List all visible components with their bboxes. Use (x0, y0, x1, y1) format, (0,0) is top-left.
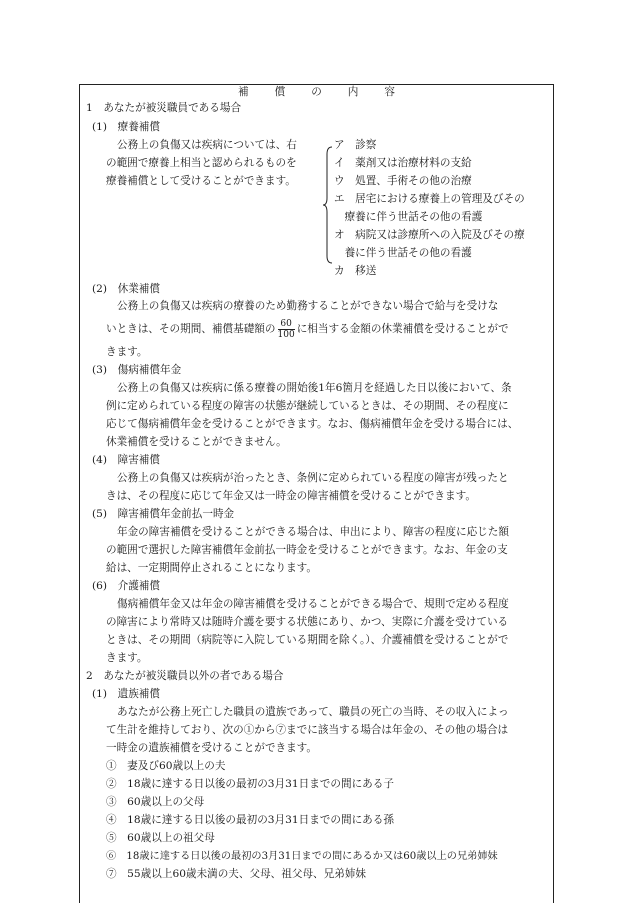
item-1-2-text: 公務上の負傷又は疾病の療養のため勤務することができない場合で給与を受けな (117, 300, 499, 312)
item-1-6-text: ときは、その期間（病院等に入院している期間を除く。）、介護補償を受けることがで (106, 634, 509, 646)
list-item: カ 移送 (334, 265, 377, 277)
item-1-6-text: の障害により常時又は随時介護を要する状態にあり、かつ、実際に介護を受けている (106, 616, 509, 628)
item-1-5-heading: (5) 障害補償年金前払一時金 (92, 508, 235, 520)
item-1-3-text: 応じて傷病補償年金を受けることができます。なお、傷病補償年金を受ける場合には、 (106, 418, 519, 430)
item-2-1-text: て生計を維持しており、次の①から⑦までに該当する場合は年金の、その他の場合は (106, 724, 509, 736)
item-1-3-text: 公務上の負傷又は疾病に係る療養の開始後1年6箇月を経過した日以後において、条 (117, 382, 512, 394)
item-1-6-text: 傷病補償年金又は年金の障害補償を受けることができる場合で、規則で定める程度 (117, 598, 509, 610)
list-item: ③ 60歳以上の父母 (106, 796, 205, 808)
item-1-2-heading: (2) 休業補償 (92, 283, 160, 295)
item-1-3-heading: (3) 傷病補償年金 (92, 364, 182, 376)
section-1-heading: 1 あなたが被災職員である場合 (86, 102, 242, 114)
list-item: ア 診察 (334, 139, 377, 151)
list-item: ⑥ 18歳に達する日以後の最初の3月31日までの間にあるか又は60歳以上の兄弟姉妹 (106, 851, 498, 862)
item-1-3-text: 休業補償を受けることができません。 (106, 436, 287, 448)
list-item: 療養に伴う世話その他の看護 (334, 211, 483, 223)
item-1-4-text: きは、その程度に応じて年金又は一時金の障害補償を受けることができます。 (106, 490, 476, 502)
item-1-1-intro: の範囲で療養上相当と認められるものを (106, 157, 297, 169)
section-2-heading: 2 あなたが被災職員以外の者である場合 (86, 670, 284, 682)
page-title: 補償の内容 (238, 86, 421, 98)
item-1-6-text: きます。 (106, 652, 148, 664)
item-1-6-heading: (6) 介護補償 (92, 580, 160, 592)
item-1-5-text: 給は、一定期間停止されることになります。 (106, 562, 318, 574)
item-1-5-text: の範囲で選択した障害補償年金前払一時金を受けることができます。なお、年金の支 (106, 544, 508, 556)
item-1-4-text: 公務上の負傷又は疾病が治ったとき、条例に定められている程度の障害が残ったと (117, 472, 509, 484)
list-item: エ 居宅における療養上の管理及びその (334, 193, 525, 205)
list-item: ⑤ 60歳以上の祖父母 (106, 832, 215, 844)
list-item: イ 薬剤又は治療材料の支給 (334, 157, 472, 169)
item-1-5-text: 年金の障害補償を受けることができる場合は、申出により、障害の程度に応じた額 (117, 526, 509, 538)
item-1-4-heading: (4) 障害補償 (92, 454, 160, 466)
list-item: 養に伴う世話その他の看護 (334, 247, 472, 259)
list-item: ウ 処置、手術その他の治療 (334, 175, 472, 187)
item-2-1-heading: (1) 遺族補償 (92, 688, 160, 700)
item-1-2-text: いときは、その期間、補償基礎額の $\frac{60}{100}$ に相当する金額の休業補償を受けることがで (106, 318, 509, 340)
item-1-1-intro: 公務上の負傷又は疾病については、右 (117, 139, 297, 151)
list-item: ① 妻及び60歳以上の夫 (106, 760, 226, 772)
item-1-1-intro: 療養補償として受けることができます。 (106, 175, 296, 187)
item-1-2-text: きます。 (106, 346, 148, 358)
item-1-1-heading: (1) 療養補償 (92, 121, 160, 133)
list-item: ④ 18歳に達する日以後の最初の3月31日までの間にある孫 (106, 814, 394, 826)
item-2-1-text: 一時金の遺族補償を受けることができます。 (106, 742, 318, 754)
fraction: $\frac{60}{100}$ (277, 318, 295, 340)
list-item: ⑦ 55歳以上60歳未満の夫、父母、祖父母、兄弟姉妹 (106, 868, 367, 880)
item-1-3-text: 例に定められている程度の障害の状態が継続しているときは、その期間、その程度に (106, 400, 509, 412)
list-item: オ 病院又は診療所への入院及びその療 (334, 229, 525, 241)
brace-icon (323, 146, 333, 264)
list-item: ② 18歳に達する日以後の最初の3月31日までの間にある子 (106, 778, 394, 790)
item-2-1-text: あなたが公務上死亡した職員の遺族であって、職員の死亡の当時、その収入によっ (117, 706, 509, 718)
